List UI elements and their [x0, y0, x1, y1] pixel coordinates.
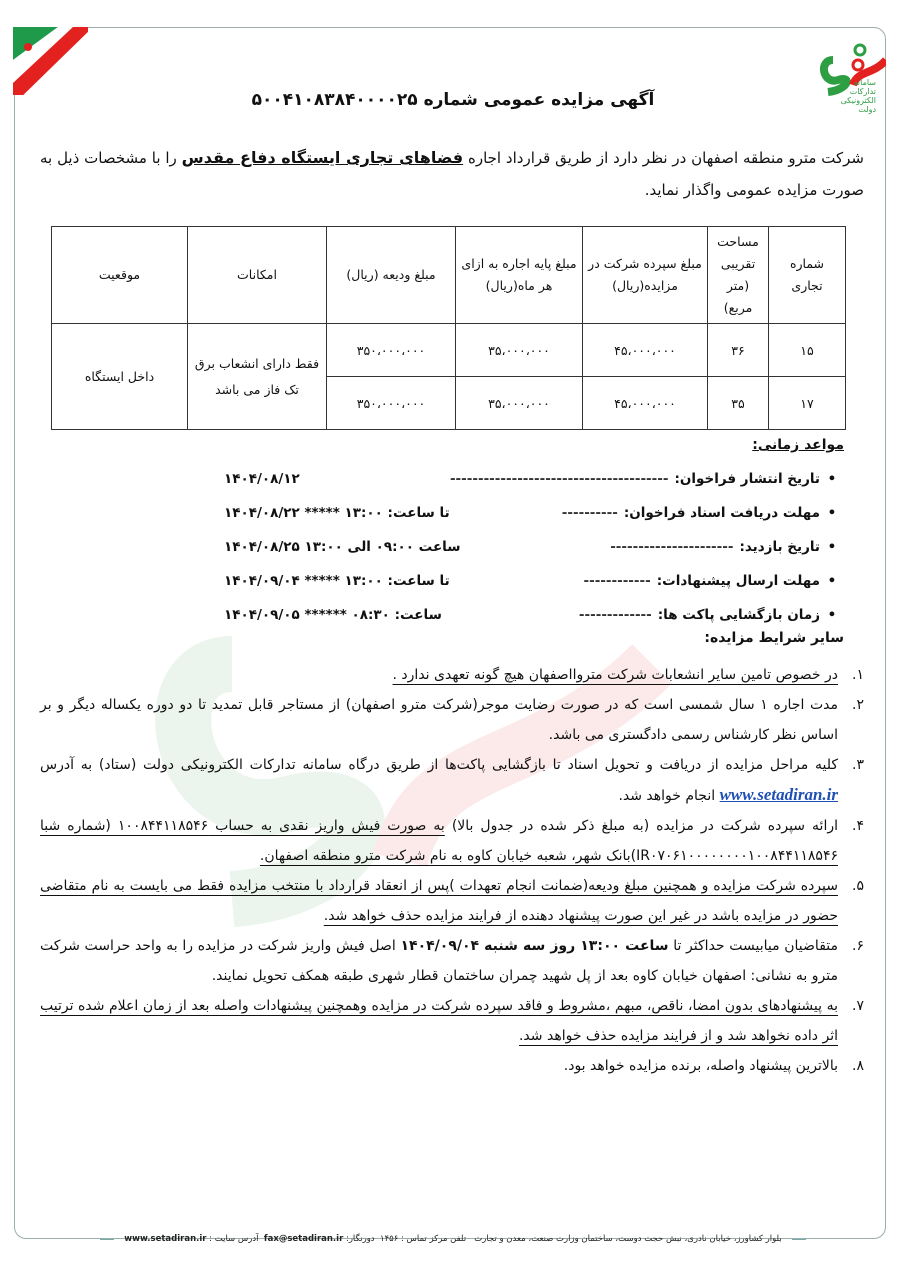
- intro-text-after: را با مشخصات ذیل به صورت مزایده عمومی واگذار نماید.: [40, 149, 864, 199]
- cell-base-rent: ۳۵،۰۰۰،۰۰۰: [456, 324, 583, 377]
- intro-paragraph: [40, 142, 864, 206]
- condition-text: متقاضیان میابیست حداکثر تا: [668, 938, 838, 954]
- condition-number: ۷.: [852, 998, 864, 1014]
- condition-text: کلیه مراحل مزایده از دریافت و تحویل اسناد تا بازگشایی پاکت‌ها از طریق درگاه سامانه تدارکات الکترونیکی دولت (ستاد) به آدرس: [40, 757, 838, 773]
- cell-facilities: فقط دارای انشعاب برق تک فاز می باشد: [188, 324, 327, 430]
- footer-site-label: آدرس سایت :: [209, 1234, 259, 1244]
- schedule-item: [224, 564, 844, 598]
- auction-table: [51, 226, 846, 430]
- header-deposit-bid: مبلغ سپرده شرکت در مزایده(ریال): [583, 227, 708, 324]
- schedule-value: ساعت: ۰۸:۳۰ ****** ۱۴۰۴/۰۹/۰۵: [224, 607, 442, 623]
- condition-item: [40, 660, 864, 690]
- schedule-list: [224, 462, 844, 632]
- condition-item: [40, 991, 864, 1051]
- header-number: شماره تجاری: [769, 227, 846, 324]
- condition-item: [40, 871, 864, 931]
- cell-base-rent: ۳۵،۰۰۰،۰۰۰: [456, 377, 583, 430]
- schedule-value: تا ساعت: ۱۳:۰۰ ***** ۱۴۰۴/۰۸/۲۲: [224, 505, 450, 521]
- header-facilities: امکانات: [188, 227, 327, 324]
- schedule-label: مهلت دریافت اسناد فراخوان:: [623, 505, 820, 521]
- logo-caption: سامانه تدارکات الکترونیکی دولت: [840, 78, 876, 114]
- schedule-value: ۱۴۰۴/۰۸/۱۲: [224, 471, 300, 487]
- cell-deposit-bid: ۴۵،۰۰۰،۰۰۰: [583, 377, 708, 430]
- schedule-dash: ----------: [561, 505, 618, 521]
- schedule-label: زمان بازگشایی پاکت ها:: [657, 607, 820, 623]
- schedule-item: [224, 530, 844, 564]
- schedule-item: [224, 598, 844, 632]
- schedule-item: [224, 462, 844, 496]
- schedule-value: تا ساعت: ۱۳:۰۰ ***** ۱۴۰۴/۰۹/۰۴: [224, 573, 450, 589]
- condition-item: [40, 931, 864, 991]
- condition-text: به پیشنهادهای بدون امضا، ناقص، مبهم ،مشروط و فاقد سپرده شرکت در مزایده وهمچنین پیشنهادات واصله بعد از زمان اعلام شده ترتیب اثر داده نخواهد شد و از فرایند مزایده حذف خواهد شد.: [40, 998, 838, 1044]
- condition-number: ۳.: [852, 757, 864, 773]
- cell-location: داخل ایستگاه: [52, 324, 188, 430]
- condition-number: ۶.: [852, 938, 864, 954]
- schedule-dash: ---------------------------------------: [449, 471, 669, 487]
- setadiran-link[interactable]: www.setadiran.ir: [719, 785, 838, 804]
- cell-deposit-bid: ۴۵،۰۰۰،۰۰۰: [583, 324, 708, 377]
- schedule-item: [224, 496, 844, 530]
- intro-highlight: فضاهای تجاری ایستگاه دفاع مقدس: [181, 148, 464, 167]
- cell-security-deposit: ۳۵۰،۰۰۰،۰۰۰: [327, 324, 456, 377]
- schedule-title: مواعد زمانی:: [752, 437, 844, 453]
- condition-number: ۲.: [852, 697, 864, 713]
- condition-item: [40, 690, 864, 750]
- cell-number: ۱۵: [769, 324, 846, 377]
- footer-site[interactable]: www.setadiran.ir: [124, 1234, 207, 1244]
- condition-text-after: انجام خواهد شد.: [618, 788, 720, 804]
- condition-text-underlined: به صورت فیش واریز نقدی به حساب ۱۰۰۸۴۴۱۱۸۵۴۶ (شماره شبا IR۰۷۰۶۱۰۰۰۰۰۰۰۰۱۰۰۸۴۴۱۱۸۵۴۶)بانک شهر، شعبه خیابان کاوه به نام شرکت مترو منطقه اصفهان.: [40, 818, 838, 864]
- condition-text: ارائه سپرده شرکت در مزایده (به مبلغ ذکر شده در جدول بالا): [444, 818, 838, 834]
- bullet-icon: •: [827, 505, 837, 521]
- condition-item: [40, 750, 864, 811]
- condition-item: [40, 811, 864, 871]
- cell-area: ۳۵: [708, 377, 769, 430]
- condition-text: در خصوص تامین سایر انشعابات شرکت متروااصفهان هیچ گونه تعهدی ندارد .: [392, 667, 838, 683]
- header-security-deposit: مبلغ ودیعه (ریال): [327, 227, 456, 324]
- footer-address: بلوار کشاورز، خیابان نادری، نبش حجت دوست، ساختمان وزارت صنعت، معدن و تجارت: [474, 1234, 782, 1244]
- condition-number: ۵.: [852, 878, 864, 894]
- footer-fax-label: دورنگار:: [345, 1234, 375, 1244]
- footer-phone: تلفن مرکز تماس : ۱۴۵۶: [380, 1234, 467, 1244]
- bullet-icon: •: [827, 471, 837, 487]
- condition-item: [40, 1051, 864, 1081]
- conditions-title: سایر شرایط مزایده:: [704, 630, 844, 646]
- header-base-rent: مبلغ پایه اجاره به ازای هر ماه(ریال): [456, 227, 583, 324]
- schedule-dash: ------------: [583, 573, 651, 589]
- cell-area: ۳۶: [708, 324, 769, 377]
- schedule-label: مهلت ارسال پیشنهادات:: [656, 573, 820, 589]
- bullet-icon: •: [827, 607, 837, 623]
- header-location: موقعیت: [52, 227, 188, 324]
- footer-line-right: [792, 1239, 806, 1240]
- footer: [118, 1234, 788, 1244]
- condition-text: مدت اجاره ۱ سال شمسی است که در صورت رضایت موجر(شرکت مترو اصفهان) از مستاجر قابل تمدید تا دو دوره یکساله دیگر و بر اساس نظر کارشناس رسمی دادگستری می باشد.: [40, 697, 838, 743]
- condition-text: بالاترین پیشنهاد واصله، برنده مزایده خواهد بود.: [563, 1058, 838, 1074]
- cell-security-deposit: ۳۵۰،۰۰۰،۰۰۰: [327, 377, 456, 430]
- cell-number: ۱۷: [769, 377, 846, 430]
- iran-flag-emblem: [13, 25, 88, 95]
- condition-number: ۱.: [852, 667, 864, 683]
- schedule-label: تاریخ بازدید:: [739, 539, 820, 555]
- conditions-list: [40, 660, 864, 1081]
- schedule-dash: ----------------------: [610, 539, 734, 555]
- footer-line-left: [100, 1239, 114, 1240]
- condition-deadline: ساعت ۱۳:۰۰ روز سه شنبه ۱۴۰۴/۰۹/۰۴: [400, 938, 669, 954]
- header-area: مساحت تقریبی (متر مربع): [708, 227, 769, 324]
- condition-text: سپرده شرکت مزایده و همچنین مبلغ ودیعه(ضمانت انجام تعهدات )پس از انعقاد قرارداد با منتخب مزایده فقط می بایست به نام متقاضی حضور در مزایده باشد در غیر این صورت پیشنهاد دهنده از فرایند مزایده حذف خواهد شد.: [40, 878, 838, 924]
- condition-text-rest: اصل فیش واریز شرکت در مزایده را به واحد حراست شرکت مترو به نشانی: اصفهان خیابان کاوه بعد از پل شهید چمران ساختمان قطار شهری طبقه همکف تحویل نمایند.: [40, 938, 838, 984]
- condition-number: ۴.: [852, 818, 864, 834]
- table-row: [52, 324, 846, 377]
- page-title: آگهی مزایده عمومی شماره ۵۰۰۴۱۰۸۳۸۴۰۰۰۰۲۵: [251, 90, 655, 110]
- schedule-label: تاریخ انتشار فراخوان:: [674, 471, 820, 487]
- bullet-icon: •: [827, 573, 837, 589]
- intro-text-before: شرکت مترو منطقه اصفهان در نظر دارد از طریق قرارداد اجاره: [463, 149, 865, 167]
- schedule-dash: -------------: [578, 607, 652, 623]
- bullet-icon: •: [827, 539, 837, 555]
- footer-fax[interactable]: fax@setadiran.ir: [263, 1234, 344, 1244]
- condition-number: ۸.: [852, 1058, 864, 1074]
- schedule-value: ساعت ۰۹:۰۰ الی ۱۳:۰۰ ۱۴۰۴/۰۸/۲۵: [224, 539, 461, 555]
- table-header-row: [52, 227, 846, 324]
